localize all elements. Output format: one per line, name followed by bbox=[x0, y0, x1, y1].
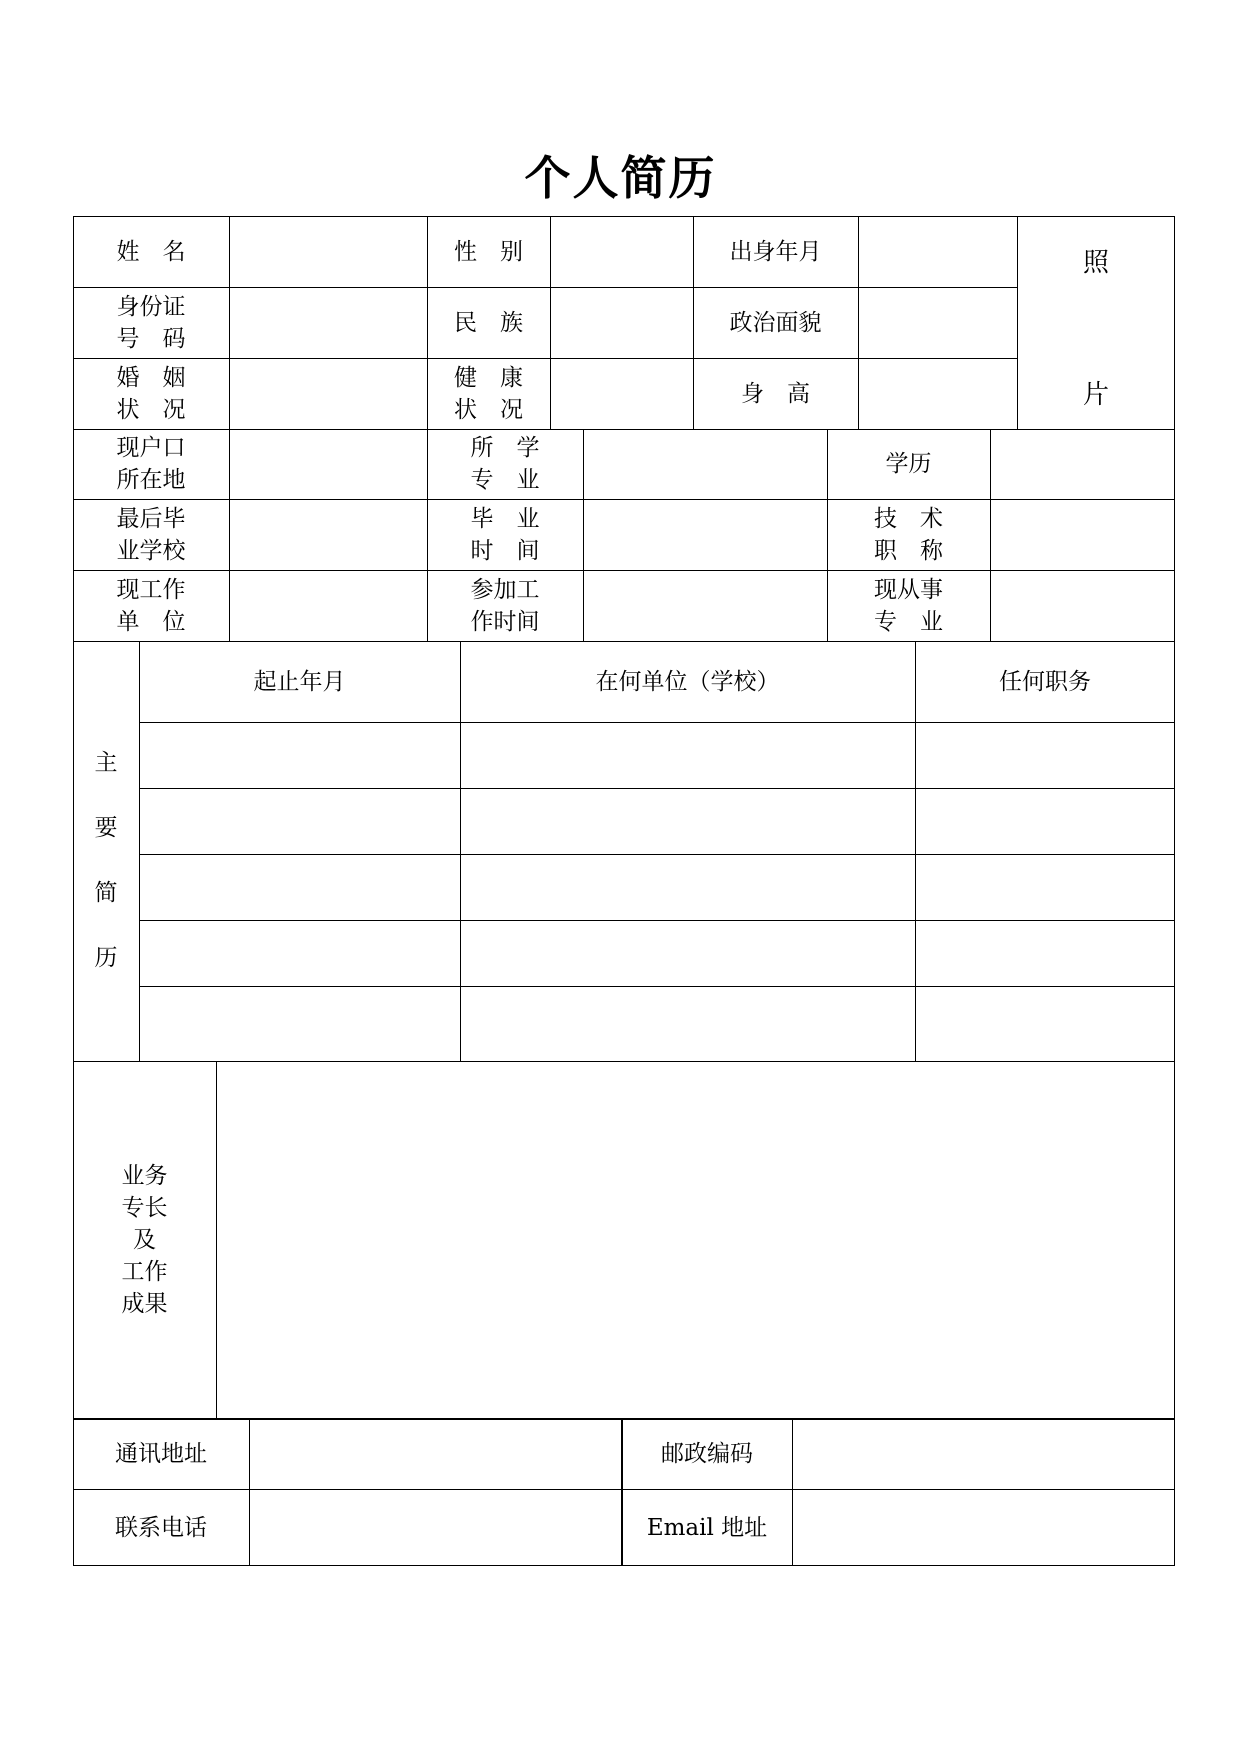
resume-row-5-organization[interactable] bbox=[461, 987, 914, 1061]
resume-row-1-period[interactable] bbox=[140, 723, 459, 788]
gender-label: 性 别 bbox=[454, 238, 523, 265]
ethnicity-label: 民 族 bbox=[454, 309, 523, 336]
email-label: Email 地址 bbox=[646, 1514, 768, 1541]
expertise-field[interactable] bbox=[217, 1062, 1174, 1418]
resume-label-char: 简 bbox=[94, 880, 118, 906]
id-number-field[interactable] bbox=[230, 288, 426, 358]
education-label: 学历 bbox=[885, 451, 932, 477]
height-label: 身 高 bbox=[741, 380, 810, 407]
political-status-field[interactable] bbox=[859, 288, 1016, 358]
resume-row-5-position[interactable] bbox=[916, 987, 1174, 1061]
ethnicity-field[interactable] bbox=[551, 288, 692, 358]
graduate-school-label: 最后毕 业学校 bbox=[116, 505, 186, 564]
health-status-label: 健 康 状 况 bbox=[454, 364, 523, 423]
education-field[interactable] bbox=[991, 430, 1174, 499]
postcode-label: 邮政编码 bbox=[661, 1441, 753, 1467]
name-label: 姓 名 bbox=[116, 238, 186, 265]
page-title: 个人简历 bbox=[524, 151, 717, 205]
work-start-time-field[interactable] bbox=[584, 571, 826, 641]
hukou-location-field[interactable] bbox=[230, 430, 426, 499]
current-employer-field[interactable] bbox=[230, 571, 426, 641]
marital-status-label: 婚 姻 状 况 bbox=[116, 364, 186, 423]
photo-label-bottom: 片 bbox=[1082, 380, 1109, 410]
expertise-label: 业务 专长 及 工作 成果 bbox=[121, 1163, 168, 1317]
email-field[interactable] bbox=[793, 1490, 1174, 1565]
marital-status-field[interactable] bbox=[230, 359, 426, 429]
graduation-time-label: 毕 业 时 间 bbox=[470, 505, 540, 564]
resume-row-4-position[interactable] bbox=[916, 921, 1174, 986]
postcode-field[interactable] bbox=[793, 1420, 1174, 1489]
current-employer-label: 现工作 单 位 bbox=[116, 576, 186, 635]
health-status-field[interactable] bbox=[551, 359, 692, 429]
resume-row-3-position[interactable] bbox=[916, 855, 1174, 920]
resume-row-3-organization[interactable] bbox=[461, 855, 914, 920]
photo-area[interactable] bbox=[1018, 217, 1174, 429]
photo-label-top: 照 bbox=[1082, 248, 1109, 278]
resume-row-4-period[interactable] bbox=[140, 921, 459, 986]
birth-date-field[interactable] bbox=[859, 217, 1016, 287]
address-field[interactable] bbox=[250, 1420, 620, 1489]
major-field[interactable] bbox=[584, 430, 826, 499]
height-field[interactable] bbox=[859, 359, 1016, 429]
resume-label-char: 历 bbox=[94, 945, 118, 971]
organization-column-header: 在何单位（学校） bbox=[595, 668, 780, 695]
resume-label-char: 要 bbox=[94, 815, 118, 841]
resume-row-2-position[interactable] bbox=[916, 789, 1174, 854]
gender-field[interactable] bbox=[551, 217, 692, 287]
graduation-time-field[interactable] bbox=[584, 500, 826, 570]
resume-row-5-period[interactable] bbox=[140, 987, 459, 1061]
resume-label-char: 主 bbox=[94, 750, 118, 776]
resume-row-3-period[interactable] bbox=[140, 855, 459, 920]
name-field[interactable] bbox=[230, 217, 426, 287]
resume-row-2-organization[interactable] bbox=[461, 789, 914, 854]
work-start-time-label: 参加工 作时间 bbox=[470, 576, 540, 635]
position-column-header: 任何职务 bbox=[999, 668, 1091, 695]
resume-row-2-period[interactable] bbox=[140, 789, 459, 854]
technical-title-field[interactable] bbox=[991, 500, 1174, 570]
resume-row-1-organization[interactable] bbox=[461, 723, 914, 788]
birth-date-label: 出身年月 bbox=[729, 238, 822, 265]
current-profession-label: 现从事 专 业 bbox=[874, 576, 943, 635]
address-label: 通讯地址 bbox=[115, 1441, 207, 1467]
id-number-label: 身份证 号 码 bbox=[116, 293, 186, 352]
hukou-location-label: 现户口 所在地 bbox=[116, 435, 186, 493]
major-label: 所 学 专 业 bbox=[470, 435, 540, 493]
current-profession-field[interactable] bbox=[991, 571, 1174, 641]
political-status-label: 政治面貌 bbox=[729, 309, 822, 336]
technical-title-label: 技 术 职 称 bbox=[874, 505, 943, 564]
graduate-school-field[interactable] bbox=[230, 500, 426, 570]
period-column-header: 起止年月 bbox=[253, 668, 346, 695]
phone-label: 联系电话 bbox=[115, 1514, 207, 1541]
resume-row-1-position[interactable] bbox=[916, 723, 1174, 788]
phone-field[interactable] bbox=[250, 1490, 620, 1565]
resume-row-4-organization[interactable] bbox=[461, 921, 914, 986]
resume-section-label bbox=[73, 641, 139, 1061]
